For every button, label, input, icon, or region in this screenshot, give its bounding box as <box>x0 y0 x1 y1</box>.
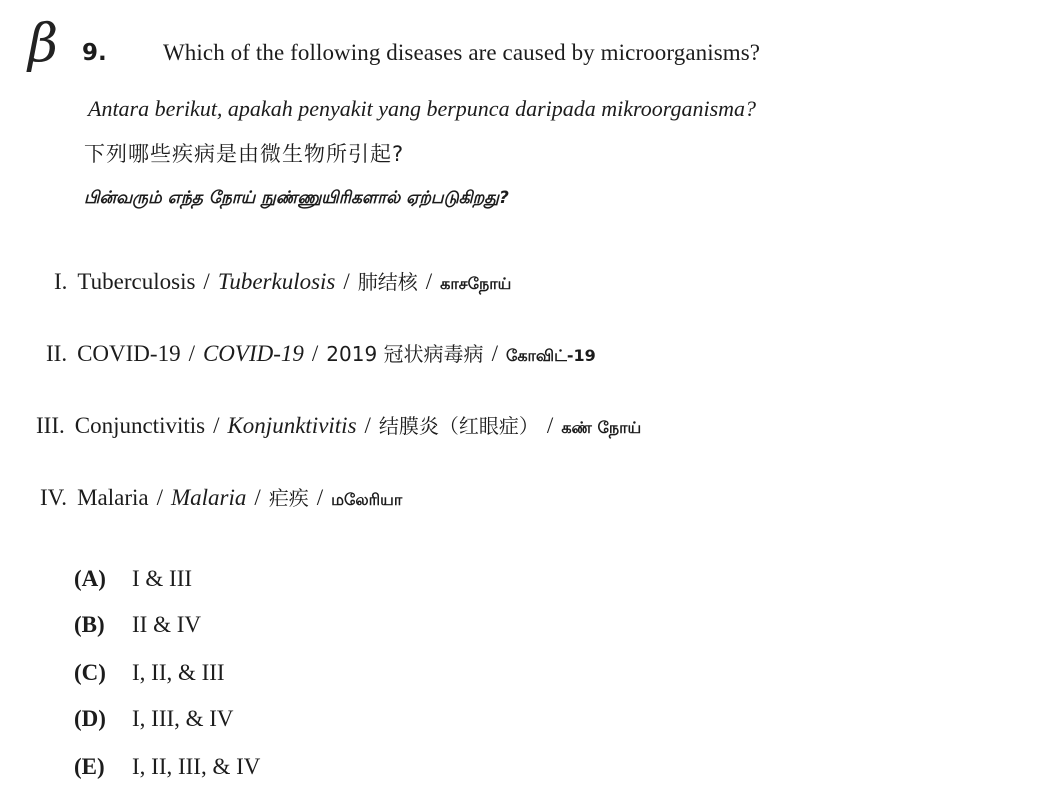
item-separator: / <box>316 485 324 510</box>
answer-option-d[interactable] <box>74 706 234 732</box>
question-text-english: Which of the following diseases are caused by microorganisms? <box>163 40 761 65</box>
item-chinese: 肺结核 <box>357 270 418 294</box>
item-malay: Konjunktivitis <box>227 413 357 438</box>
disease-item <box>36 410 641 439</box>
answer-option-e[interactable] <box>74 754 260 780</box>
item-chinese: 2019 冠状病毒病 <box>326 342 484 366</box>
item-malay: COVID-19 <box>202 341 304 366</box>
disease-item <box>54 266 511 295</box>
answer-option-b[interactable] <box>74 612 201 638</box>
answer-option-c[interactable] <box>74 660 225 686</box>
answer-option-a[interactable] <box>74 566 192 592</box>
option-label: (E) <box>74 754 105 779</box>
item-english: Conjunctivitis <box>74 413 206 438</box>
item-roman-numeral: I. <box>54 269 68 294</box>
item-chinese: 疟疾 <box>268 486 309 510</box>
question-text-malay: Antara berikut, apakah penyakit yang berpunca daripada mikroorganisma? <box>88 96 757 121</box>
item-separator: / <box>491 341 498 366</box>
disease-item <box>46 338 596 367</box>
question-text-chinese: 下列哪些疾病是由微生物所引起? <box>84 142 405 166</box>
item-separator: / <box>364 413 371 438</box>
item-separator: / <box>425 269 433 294</box>
item-malay: Malaria <box>170 485 247 510</box>
item-english: COVID-19 <box>77 341 181 366</box>
question-text-tamil: பின்வரும் எந்த நோய் நுண்ணுயிரிகளால் ஏற்படுகிறது? <box>84 188 509 208</box>
option-text: II & IV <box>132 612 201 637</box>
item-separator: / <box>156 485 163 510</box>
option-text: I, II, III, & IV <box>132 754 261 779</box>
item-malay: Tuberkulosis <box>217 269 336 294</box>
disease-item <box>40 482 402 511</box>
item-roman-numeral: III. <box>36 413 65 438</box>
option-text: I, III, & IV <box>132 706 234 731</box>
item-tamil: கண் நோய் <box>561 418 642 437</box>
option-label: (C) <box>74 660 106 685</box>
item-english: Tuberculosis <box>77 269 196 294</box>
question-number: 9. <box>82 40 107 66</box>
item-english: Malaria <box>77 485 149 510</box>
item-separator: / <box>311 341 319 366</box>
item-separator: / <box>213 413 220 438</box>
item-chinese: 结膜炎（红眼症） <box>378 414 539 438</box>
item-separator: / <box>188 341 195 366</box>
item-separator: / <box>203 269 210 294</box>
option-text: I & III <box>132 566 193 591</box>
question-marker: β <box>28 14 59 74</box>
item-tamil: மலேரியா <box>331 490 403 509</box>
item-tamil: காசநோய் <box>440 274 512 293</box>
option-text: I, II, & III <box>132 660 225 685</box>
option-label: (A) <box>74 566 106 591</box>
item-separator: / <box>254 485 261 510</box>
item-roman-numeral: IV. <box>40 485 68 510</box>
option-label: (D) <box>74 706 106 731</box>
item-roman-numeral: II. <box>46 341 68 366</box>
item-separator: / <box>343 269 350 294</box>
option-label: (B) <box>74 612 105 637</box>
item-separator: / <box>546 413 554 438</box>
item-tamil: கோவிட்-19 <box>505 346 596 365</box>
